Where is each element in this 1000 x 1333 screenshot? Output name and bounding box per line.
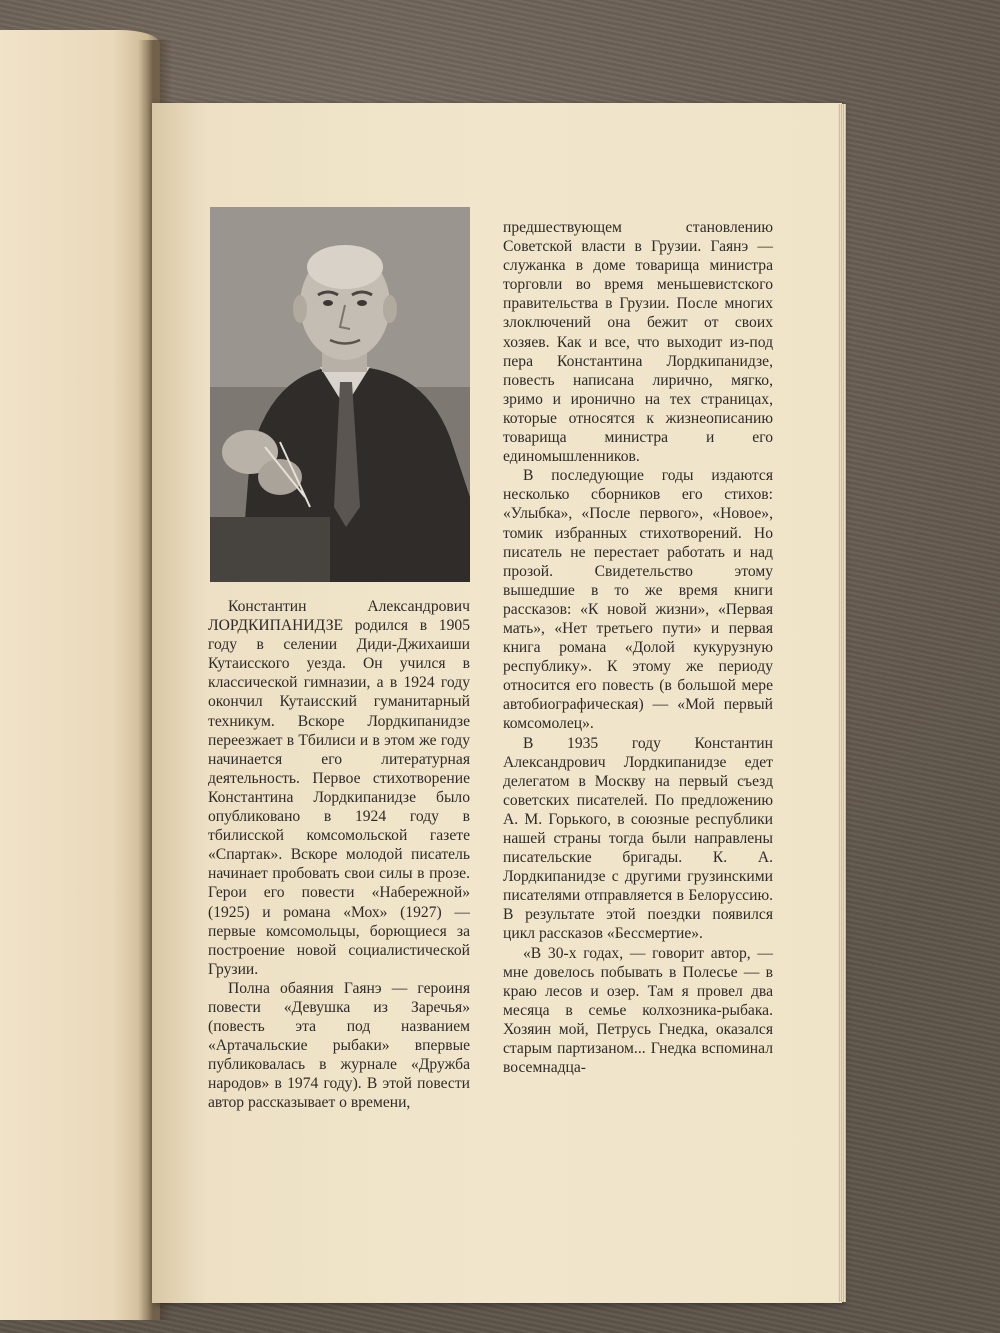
author-portrait-photo: [210, 207, 470, 582]
article-column-right: [503, 218, 773, 1077]
page-edge: [838, 104, 846, 1302]
portrait-figure: [210, 207, 470, 582]
paragraph: В 1935 году Константин Александрович Лордкипанидзе едет делегатом в Москву на первый съезд советских писателей. По предложению А. М. Горького, в союзные республики нашей страны тогда были направлены писательские бригады. К. А. Лордкипанидзе с другими грузинскими писателями отправляется в Белоруссию. В результате этой поездки появился цикл рассказов «Бессмертие».: [503, 734, 773, 943]
article-column-left: [208, 597, 470, 1113]
paragraph: «В 30-х годах, — говорит автор, — мне довелось побывать в Полесье — в краю лесов и озер. Там я провел два месяца в семье колхозника-рыбака. Хозяин мой, Петрусь Гнедка, оказался старым партизаном... Гнедка вспоминал восемнадца-: [503, 944, 773, 1077]
left-page: [0, 30, 160, 1320]
paragraph: В последующие годы издаются несколько сборников его стихов: «Улыбка», «После первого», «Новое», томик избранных стихотворений. Но писатель не перестает работать и над прозой. Свидетельство этому вышедшие в то же время книги рассказов: «К новой жизни», «Первая мать», «Нет третьего пути» и первая книга романа «Долой кукурузную республику». К этому же периоду относится его повесть (в большой мере автобиографическая) — «Мой первый комсомолец».: [503, 467, 773, 733]
paragraph: предшествующем становлению Советской власти в Грузии. Гаянэ — служанка в доме товарища министра торговли во время меньшевистского правительства в Грузии. После многих злоключений она бежит от своих хозяев. Как и все, что выходит из-под пера Константина Лордкипанидзе, повесть написана лирично, мягко, зримо и иронично на тех страницах, которые относятся к жизнеописанию товарища министра и его единомышленников.: [503, 219, 773, 466]
paragraph: Константин Александрович ЛОРДКИПАНИДЗЕ родился в 1905 году в селении Диди-Джихаиши Кутаисского уезда. Он учился в классической гимназии, а в 1924 году окончил Кутаисский гуманитарный техникум. Вскоре Лордкипанидзе переезжает в Тбилиси и в этом же году начинается его литературная деятельность. Первое стихотворение Константина Лордкипанидзе было опубликовано в 1924 году в тбилисской комсомольской газете «Спартак». Вскоре молодой писатель начинает пробовать свои силы в прозе. Герои его повести «Набережной» (1925) и романа «Мох» (1927) — первые комсомольцы, борющиеся за построение новой социалистической Грузии.: [208, 598, 470, 978]
paragraph: Полна обаяния Гаянэ — героиня повести «Девушка из Заречья» (повесть эта под названием «Артачальские рыбаки» впервые публиковалась в журнале «Дружба народов» в 1974 году). В этой повести автор рассказывает о времени,: [208, 979, 470, 1112]
